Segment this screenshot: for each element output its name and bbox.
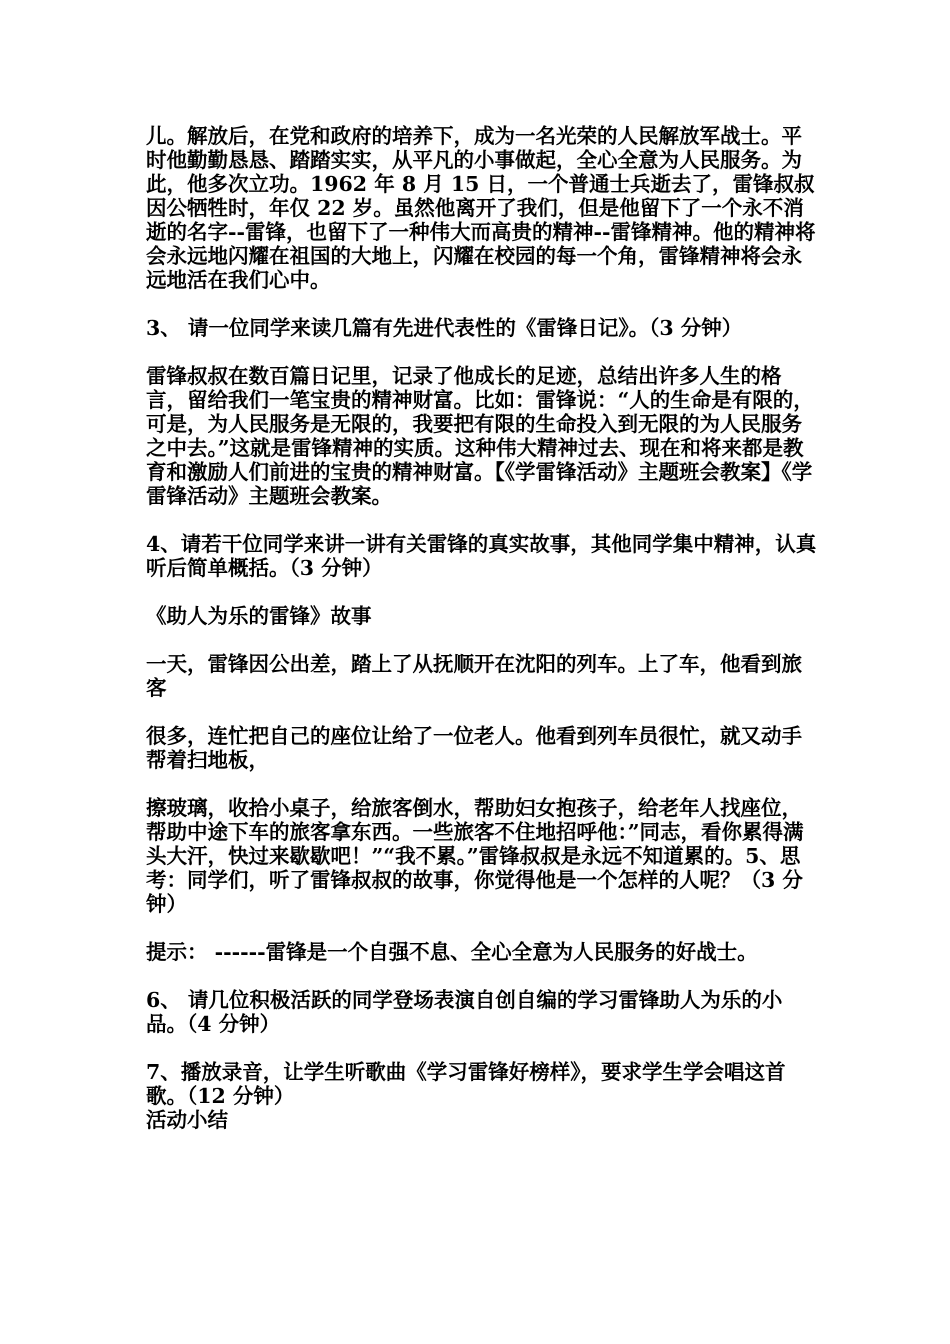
paragraph-lei-feng-biography: 儿。解放后，在党和政府的培养下，成为一名光荣的人民解放军战士。平时他勤勤恳恳、踏踏实实，从平凡的小事做起，全心全意为人民服务。为此，他多次立功。1962 年 8 月 15 日，一个普通士兵逝去了，雷锋叔叔因公牺牲时，年仅 22 岁。虽然他离开了我们，但是他留下了一个永不消逝的名字--雷锋，也留下了一种伟大而高贵的精神--雷锋精神。他的精神将会永远地闪耀在祖国的大地上，闪耀在校园的每一个角，雷锋精神将会永远地活在我们心中。 xyxy=(146,124,816,292)
hint-line: 提示： ------雷锋是一个自强不息、全心全意为人民服务的好战士。 xyxy=(146,940,758,964)
document-page xyxy=(146,124,818,1132)
story-paragraph-3: 擦玻璃，收拾小桌子，给旅客倒水，帮助妇女抱孩子，给老年人找座位，帮助中途下车的旅客拿东西。一些旅客不住地招呼他：”同志，看你累得满头大汗，快过来歇歇吧！”“我不累。”雷锋叔叔是永远不知道累的。5、思考：同学们，听了雷锋叔叔的故事，你觉得他是一个怎样的人呢？（3 分钟） xyxy=(146,796,804,916)
story-paragraph-1: 一天，雷锋因公出差，踏上了从抚顺开在沈阳的列车。上了车，他看到旅客 xyxy=(146,652,802,700)
step-4-tell-stories: 4、请若干位同学来讲一讲有关雷锋的真实故事，其他同学集中精神，认真听后简单概括。（3 分钟） xyxy=(146,532,817,580)
step-6-skit: 6、 请几位积极活跃的同学登场表演自创自编的学习雷锋助人为乐的小品。（4 分钟） xyxy=(146,988,783,1036)
story-paragraph-2: 很多，连忙把自己的座位让给了一位老人。他看到列车员很忙，就又动手帮着扫地板， xyxy=(146,724,802,772)
step-3-read-diary: 3、 请一位同学来读几篇有先进代表性的《雷锋日记》。（3 分钟） xyxy=(146,316,743,340)
story-title: 《助人为乐的雷锋》故事 xyxy=(146,604,372,628)
paragraph-diary-quote: 雷锋叔叔在数百篇日记里，记录了他成长的足迹，总结出许多人生的格言，留给我们一笔宝贵的精神财富。比如：雷锋说：“人的生命是有限的，可是，为人民服务是无限的，我要把有限的生命投入到无限的为人民服务之中去。”这就是雷锋精神的实质。这种伟大精神过去、现在和将来都是教育和激励人们前进的宝贵的精神财富。【《学雷锋活动》主题班会教案】《学雷锋活动》主题班会教案。 xyxy=(146,364,814,508)
step-7-song: 7、播放录音，让学生听歌曲《学习雷锋好榜样》，要求学生学会唱这首歌。（12 分钟） xyxy=(146,1060,786,1108)
activity-summary-heading: 活动小结 xyxy=(146,1108,228,1132)
